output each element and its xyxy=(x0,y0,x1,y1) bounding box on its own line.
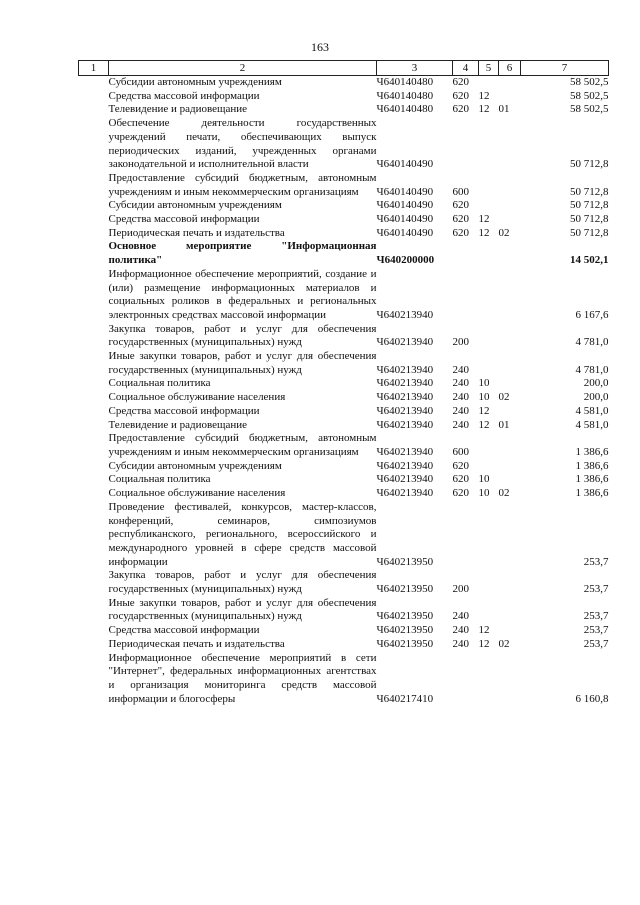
row-amount: 50 712,8 xyxy=(570,158,609,171)
table-row xyxy=(79,323,609,350)
table-row xyxy=(79,227,609,241)
row-name: Средства массовой информации xyxy=(108,404,260,417)
row-col-1 xyxy=(79,652,109,707)
table-row xyxy=(79,240,609,267)
row-col-1 xyxy=(79,377,109,391)
table-row xyxy=(79,76,609,90)
row-amount: 4 581,0 xyxy=(575,404,609,417)
row-col-5: 12 xyxy=(478,103,490,116)
row-col-6 xyxy=(499,323,521,350)
row-amount: 253,7 xyxy=(583,555,609,568)
row-col-1 xyxy=(79,419,109,433)
row-col-6 xyxy=(499,597,521,624)
row-code: Ч640213940 xyxy=(376,487,434,500)
table-body xyxy=(79,76,609,707)
row-code: Ч640213950 xyxy=(376,583,434,596)
row-amount: 200,0 xyxy=(583,391,609,404)
row-amount: 253,7 xyxy=(583,610,609,623)
row-col-5 xyxy=(479,199,499,213)
row-col-1 xyxy=(79,350,109,377)
row-amount: 4 781,0 xyxy=(575,336,609,349)
row-col-1 xyxy=(79,624,109,638)
row-col-6 xyxy=(499,473,521,487)
row-col-5 xyxy=(479,350,499,377)
row-col-4: 240 xyxy=(452,391,469,404)
row-col-5 xyxy=(479,240,499,267)
row-code: Ч640213940 xyxy=(376,336,434,349)
row-col-1 xyxy=(79,90,109,104)
row-code: Ч640213940 xyxy=(376,391,434,404)
row-col-6 xyxy=(499,76,521,90)
table-row xyxy=(79,419,609,433)
row-col-6 xyxy=(499,569,521,596)
row-col-4: 620 xyxy=(452,213,469,226)
table-row xyxy=(79,501,609,570)
row-code: Ч640213940 xyxy=(376,308,434,321)
row-col-5 xyxy=(479,652,499,707)
budget-table xyxy=(78,60,609,706)
row-amount: 14 502,1 xyxy=(570,254,609,267)
header-col-1: 1 xyxy=(79,61,109,76)
row-col-4: 200 xyxy=(452,336,469,349)
table-row xyxy=(79,569,609,596)
row-col-4: 600 xyxy=(452,185,469,198)
row-col-5: 10 xyxy=(478,487,490,500)
row-code: Ч640213950 xyxy=(376,624,434,637)
table-row xyxy=(79,460,609,474)
row-amount: 253,7 xyxy=(583,624,609,637)
table-row xyxy=(79,405,609,419)
row-col-1 xyxy=(79,76,109,90)
row-col-5 xyxy=(479,501,499,570)
row-col-4 xyxy=(453,240,479,267)
row-col-5: 12 xyxy=(478,624,490,637)
row-col-1 xyxy=(79,172,109,199)
row-name: Проведение фестивалей, конкурсов, мастер-классов, конференций, семинаров, симпозиумов республиканского, регионального, всероссийского и международного уровней в сфере средств массовой информации xyxy=(108,500,377,568)
table-row xyxy=(79,90,609,104)
row-name: Закупка товаров, работ и услуг для обеспечения государственных (муниципальных) нужд xyxy=(108,322,377,349)
row-code: Ч640213950 xyxy=(376,610,434,623)
row-name: Иные закупки товаров, работ и услуг для обеспечения государственных (муниципальных) нужд xyxy=(108,596,377,623)
header-row xyxy=(79,61,609,76)
row-code: Ч640140480 xyxy=(376,76,434,88)
row-name: Обеспечение деятельности государственных учреждений печати, обеспечивающих выпуск периодических изданий, учрежденных органами законодательной и исполнительной власти xyxy=(108,117,377,171)
row-col-5: 10 xyxy=(478,473,490,486)
table-row xyxy=(79,652,609,707)
row-col-5 xyxy=(479,172,499,199)
header-col-7: 7 xyxy=(521,61,609,76)
row-col-6 xyxy=(499,501,521,570)
row-col-6 xyxy=(499,652,521,707)
row-col-5: 12 xyxy=(478,418,490,431)
row-col-6: 01 xyxy=(498,418,510,431)
row-col-4: 240 xyxy=(452,624,469,637)
row-col-5 xyxy=(479,76,499,90)
header-col-6: 6 xyxy=(499,61,521,76)
row-code: Ч640140490 xyxy=(376,226,434,239)
row-col-6 xyxy=(499,432,521,459)
row-col-4: 240 xyxy=(452,377,469,390)
row-name: Предоставление субсидий бюджетным, автономным учреждениям и иным некоммерческим организациям xyxy=(108,432,377,458)
row-col-5: 12 xyxy=(478,89,490,102)
row-col-6 xyxy=(499,199,521,213)
row-col-6 xyxy=(499,240,521,267)
table-row xyxy=(79,377,609,391)
row-name: Социальная политика xyxy=(108,377,211,390)
row-name: Основное мероприятие "Информационная политика" xyxy=(108,240,377,267)
table-row xyxy=(79,213,609,227)
row-col-4: 620 xyxy=(452,103,469,116)
row-col-6 xyxy=(499,268,521,323)
row-col-6: 02 xyxy=(498,391,510,404)
row-amount: 1 386,6 xyxy=(575,459,609,472)
table-row xyxy=(79,597,609,624)
table-row xyxy=(79,199,609,213)
row-name: Телевидение и радиовещание xyxy=(108,103,248,116)
table-row xyxy=(79,103,609,117)
row-code: Ч640213950 xyxy=(376,555,434,568)
row-col-4 xyxy=(453,268,479,323)
row-name: Субсидии автономным учреждениям xyxy=(108,76,282,88)
row-amount: 58 502,5 xyxy=(570,89,609,102)
row-col-1 xyxy=(79,473,109,487)
row-col-5: 12 xyxy=(478,213,490,226)
row-name: Средства массовой информации xyxy=(108,89,260,102)
row-col-6: 01 xyxy=(498,103,510,116)
row-amount: 50 712,8 xyxy=(570,185,609,198)
row-col-1 xyxy=(79,103,109,117)
row-name: Средства массовой информации xyxy=(108,624,260,637)
row-col-5: 12 xyxy=(478,226,490,239)
row-name: Социальное обслуживание населения xyxy=(108,391,286,404)
header-col-3: 3 xyxy=(377,61,453,76)
row-amount: 6 160,8 xyxy=(575,692,609,705)
row-code: Ч640213950 xyxy=(376,637,434,650)
row-col-4: 620 xyxy=(452,226,469,239)
table-row xyxy=(79,487,609,501)
row-col-1 xyxy=(79,597,109,624)
table-row xyxy=(79,638,609,652)
row-amount: 4 781,0 xyxy=(575,363,609,376)
table-row xyxy=(79,391,609,405)
row-amount: 50 712,8 xyxy=(570,213,609,226)
row-amount: 50 712,8 xyxy=(570,199,609,212)
row-amount: 50 712,8 xyxy=(570,226,609,239)
row-amount: 1 386,6 xyxy=(575,445,609,458)
row-col-4: 240 xyxy=(452,637,469,650)
row-code: Ч640213940 xyxy=(376,404,434,417)
row-code: Ч640213940 xyxy=(376,445,434,458)
table-row xyxy=(79,473,609,487)
row-col-5 xyxy=(479,569,499,596)
row-code: Ч640213940 xyxy=(376,418,434,431)
row-col-1 xyxy=(79,268,109,323)
row-amount: 6 167,6 xyxy=(575,308,609,321)
row-name: Информационное обеспечение мероприятий, создание и (или) размещение информационных материалов и социальных роликов в федеральных и региональных электронных средствах массовой информации xyxy=(108,267,377,321)
row-col-5 xyxy=(479,323,499,350)
row-name: Социальная политика xyxy=(108,473,211,486)
row-amount: 4 581,0 xyxy=(575,418,609,431)
row-code: Ч640140490 xyxy=(376,158,434,171)
row-col-4: 620 xyxy=(452,199,469,212)
row-col-1 xyxy=(79,213,109,227)
row-col-1 xyxy=(79,569,109,596)
row-code: Ч640140480 xyxy=(376,103,434,116)
header-col-5: 5 xyxy=(479,61,499,76)
row-col-1 xyxy=(79,432,109,459)
row-col-5: 10 xyxy=(478,377,490,390)
row-code: Ч640140490 xyxy=(376,199,434,212)
row-name: Закупка товаров, работ и услуг для обеспечения государственных (муниципальных) нужд xyxy=(108,569,377,596)
row-col-4 xyxy=(453,117,479,172)
row-col-6: 02 xyxy=(498,637,510,650)
table-row xyxy=(79,350,609,377)
row-col-1 xyxy=(79,501,109,570)
row-code: Ч640140480 xyxy=(376,89,434,102)
row-col-1 xyxy=(79,227,109,241)
row-col-1 xyxy=(79,199,109,213)
row-col-4: 200 xyxy=(452,583,469,596)
row-col-5: 12 xyxy=(478,637,490,650)
row-col-6 xyxy=(499,350,521,377)
row-col-1 xyxy=(79,391,109,405)
row-col-4: 620 xyxy=(452,459,469,472)
row-col-5 xyxy=(479,117,499,172)
row-code: Ч640140490 xyxy=(376,185,434,198)
row-col-5 xyxy=(479,432,499,459)
row-amount: 1 386,6 xyxy=(575,473,609,486)
row-col-6: 02 xyxy=(498,226,510,239)
row-code: Ч640213940 xyxy=(376,459,434,472)
row-col-4: 240 xyxy=(452,418,469,431)
row-col-1 xyxy=(79,323,109,350)
row-col-4: 240 xyxy=(452,610,469,623)
table-row xyxy=(79,432,609,459)
row-name: Телевидение и радиовещание xyxy=(108,418,248,431)
row-name: Информационное обеспечение мероприятий в сети "Интернет", федеральных информационных агентствах и организация мониторинга средств массовой информации и блогосферы xyxy=(108,651,377,705)
row-col-6 xyxy=(499,460,521,474)
row-code: Ч640213940 xyxy=(376,363,434,376)
row-col-4: 620 xyxy=(452,473,469,486)
row-amount: 253,7 xyxy=(583,637,609,650)
row-amount: 58 502,5 xyxy=(570,103,609,116)
page-number: 163 xyxy=(311,40,329,54)
row-col-4: 620 xyxy=(452,89,469,102)
row-col-1 xyxy=(79,240,109,267)
row-amount: 1 386,6 xyxy=(575,487,609,500)
row-code: Ч640140490 xyxy=(376,213,434,226)
row-code: Ч640200000 xyxy=(376,254,435,267)
row-col-6 xyxy=(499,624,521,638)
row-col-4 xyxy=(453,652,479,707)
row-col-6 xyxy=(499,213,521,227)
table-row xyxy=(79,268,609,323)
row-col-1 xyxy=(79,487,109,501)
row-code: Ч640213940 xyxy=(376,473,434,486)
table-row xyxy=(79,117,609,172)
header-col-2: 2 xyxy=(109,61,377,76)
row-name: Иные закупки товаров, работ и услуг для обеспечения государственных (муниципальных) нужд xyxy=(108,350,377,376)
row-code: Ч640217410 xyxy=(376,692,434,705)
row-name: Периодическая печать и издательства xyxy=(108,226,285,239)
table-row xyxy=(79,624,609,638)
row-col-6: 02 xyxy=(498,487,510,500)
table-row xyxy=(79,172,609,199)
row-col-1 xyxy=(79,638,109,652)
row-col-6 xyxy=(499,405,521,419)
row-name: Периодическая печать и издательства xyxy=(108,637,285,650)
row-col-1 xyxy=(79,460,109,474)
row-name: Субсидии автономным учреждениям xyxy=(108,199,282,212)
row-name: Социальное обслуживание населения xyxy=(108,487,286,500)
row-col-5 xyxy=(479,268,499,323)
row-code: Ч640213940 xyxy=(376,377,434,390)
row-col-5 xyxy=(479,597,499,624)
row-col-5 xyxy=(479,460,499,474)
row-col-6 xyxy=(499,117,521,172)
row-col-1 xyxy=(79,117,109,172)
row-col-5: 12 xyxy=(478,404,490,417)
row-name: Субсидии автономным учреждениям xyxy=(108,459,282,472)
row-amount: 253,7 xyxy=(583,583,609,596)
row-col-4: 240 xyxy=(452,404,469,417)
row-col-4: 620 xyxy=(452,487,469,500)
row-col-1 xyxy=(79,405,109,419)
row-col-4: 240 xyxy=(452,363,469,376)
row-col-4: 600 xyxy=(452,445,469,458)
row-col-4: 620 xyxy=(452,76,469,88)
row-amount: 200,0 xyxy=(583,377,609,390)
row-amount: 58 502,5 xyxy=(570,76,609,88)
header-col-4: 4 xyxy=(453,61,479,76)
row-col-6 xyxy=(499,90,521,104)
row-name: Средства массовой информации xyxy=(108,213,260,226)
row-col-6 xyxy=(499,377,521,391)
row-col-4 xyxy=(453,501,479,570)
row-col-6 xyxy=(499,172,521,199)
row-col-5: 10 xyxy=(478,391,490,404)
row-name: Предоставление субсидий бюджетным, автономным учреждениям и иным некоммерческим организациям xyxy=(108,171,377,198)
